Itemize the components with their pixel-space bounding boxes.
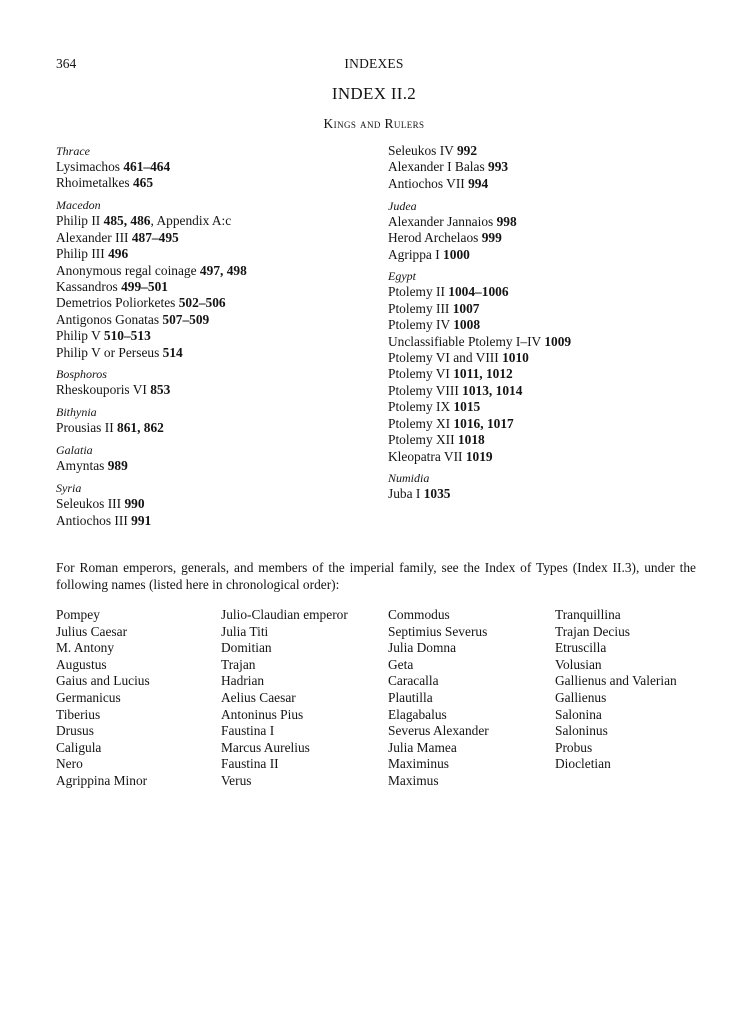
roman-note: For Roman emperors, generals, and members of the imperial family, see the Index of Types (Index II.3), under the following names (listed here in chronological order): bbox=[56, 560, 696, 592]
ruler-name: Seleukos IV bbox=[388, 143, 457, 158]
region-heading: Bosphoros bbox=[56, 367, 107, 382]
ruler-name: Demetrios Poliorketes bbox=[56, 295, 179, 311]
index-entry bbox=[56, 295, 376, 311]
roman-names-column bbox=[56, 607, 226, 790]
ruler-name: Philip V bbox=[56, 328, 104, 344]
roman-name: M. Antony bbox=[56, 640, 115, 656]
index-entry bbox=[56, 159, 376, 175]
catalogue-refs: 1011, 1012 bbox=[453, 366, 513, 382]
index-entry bbox=[388, 143, 708, 159]
catalogue-refs: 993 bbox=[488, 159, 509, 175]
index-group bbox=[388, 198, 708, 263]
catalogue-refs: 990 bbox=[124, 496, 145, 512]
ruler-name: Amyntas bbox=[56, 458, 108, 474]
roman-name: Gaius and Lucius bbox=[56, 673, 150, 689]
catalogue-refs: 465 bbox=[132, 175, 154, 191]
roman-names-column bbox=[221, 607, 391, 790]
index-group bbox=[56, 197, 376, 361]
roman-name: Pompey bbox=[56, 607, 100, 622]
roman-name: Antoninus Pius bbox=[221, 706, 304, 722]
ruler-name: Antigonos Gonatas bbox=[56, 311, 163, 327]
roman-name: Maximus bbox=[388, 772, 439, 788]
ruler-name: Seleukos III bbox=[56, 496, 125, 512]
roman-name: Trajan bbox=[221, 656, 256, 672]
roman-name: Julius Caesar bbox=[56, 623, 128, 639]
ruler-name: Alexander I Balas bbox=[388, 159, 489, 175]
index-entry bbox=[56, 420, 376, 436]
roman-name: Julio-Claudian emperor bbox=[221, 607, 348, 622]
region-heading: Thrace bbox=[56, 144, 90, 158]
ruler-name: Alexander Jannaios bbox=[388, 213, 497, 229]
roman-name: Germanicus bbox=[56, 689, 121, 705]
roman-name: Commodus bbox=[388, 607, 450, 622]
catalogue-refs: 1015 bbox=[453, 399, 481, 415]
ruler-name: Ptolemy XI bbox=[388, 415, 454, 431]
catalogue-refs: 992 bbox=[456, 143, 478, 158]
ruler-name: Alexander III bbox=[56, 229, 132, 245]
index-entry bbox=[56, 382, 376, 398]
roman-name: Gallienus and Valerian bbox=[555, 673, 677, 689]
catalogue-refs: 853 bbox=[150, 382, 171, 398]
catalogue-refs: 461–464 bbox=[123, 159, 171, 174]
index-entry bbox=[388, 366, 708, 382]
catalogue-refs: 487–495 bbox=[131, 229, 179, 245]
left-index-column bbox=[56, 143, 376, 535]
ruler-name: Ptolemy VIII bbox=[388, 382, 463, 398]
roman-name: Domitian bbox=[221, 640, 272, 656]
roman-name: Aelius Caesar bbox=[221, 689, 296, 705]
index-entry bbox=[56, 279, 376, 295]
index-entry bbox=[56, 246, 376, 262]
roman-name: Volusian bbox=[555, 656, 602, 672]
index-group bbox=[56, 366, 376, 398]
catalogue-refs: 1000 bbox=[443, 246, 470, 262]
index-entry bbox=[388, 449, 708, 465]
ruler-name: Agrippa I bbox=[388, 246, 444, 262]
roman-name: Hadrian bbox=[221, 673, 265, 689]
ruler-name: Juba I bbox=[388, 486, 424, 502]
index-entry bbox=[56, 328, 376, 344]
roman-name: Geta bbox=[388, 656, 414, 672]
ruler-name: Ptolemy IX bbox=[388, 399, 454, 415]
catalogue-refs: 1016, 1017 bbox=[453, 415, 514, 431]
catalogue-refs: 1013, 1014 bbox=[462, 382, 523, 398]
ruler-name: Antiochos III bbox=[56, 512, 132, 528]
catalogue-refs: 861, 862 bbox=[117, 420, 164, 436]
catalogue-refs: 1010 bbox=[502, 350, 529, 366]
section-title: Kings and Rulers bbox=[323, 116, 425, 131]
catalogue-refs: 514 bbox=[162, 344, 183, 360]
roman-name: Elagabalus bbox=[388, 706, 447, 722]
region-heading: Syria bbox=[56, 481, 82, 496]
index-group bbox=[56, 480, 376, 529]
roman-name: Salonina bbox=[555, 706, 602, 722]
index-entry bbox=[388, 486, 708, 502]
catalogue-refs: 1004–1006 bbox=[448, 284, 509, 300]
index-entry bbox=[56, 312, 376, 328]
index-entry bbox=[388, 317, 708, 333]
roman-name: Plautilla bbox=[388, 689, 433, 705]
index-title: INDEX II.2 bbox=[331, 84, 417, 103]
index-entry bbox=[56, 458, 376, 474]
roman-names-column bbox=[555, 607, 725, 773]
ruler-name: Kassandros bbox=[56, 278, 122, 294]
ruler-name: Unclassifiable Ptolemy I–IV bbox=[388, 333, 545, 349]
catalogue-refs: 1008 bbox=[453, 317, 481, 333]
region-heading: Numidia bbox=[388, 471, 430, 486]
roman-name: Tranquillina bbox=[555, 607, 621, 622]
appendix-ref: , Appendix A:c bbox=[150, 213, 232, 229]
ruler-name: Philip III bbox=[56, 246, 109, 262]
catalogue-refs: 507–509 bbox=[162, 311, 210, 327]
roman-name: Septimius Severus bbox=[388, 623, 488, 639]
index-entry bbox=[388, 159, 708, 175]
roman-name: Marcus Aurelius bbox=[221, 739, 310, 755]
index-entry bbox=[388, 334, 708, 350]
roman-name: Diocletian bbox=[555, 756, 611, 772]
catalogue-refs: 485, 486 bbox=[103, 213, 151, 229]
region-heading: Egypt bbox=[388, 269, 416, 284]
index-entry bbox=[388, 399, 708, 415]
roman-name: Faustina I bbox=[221, 723, 275, 739]
right-index-column bbox=[388, 143, 708, 508]
ruler-name: Antiochos VII bbox=[388, 175, 469, 191]
roman-name: Augustus bbox=[56, 656, 107, 672]
index-entry bbox=[388, 230, 708, 246]
ruler-name: Philip II bbox=[56, 213, 104, 229]
index-entry bbox=[388, 284, 708, 300]
roman-name: Julia Mamea bbox=[388, 739, 457, 755]
index-group bbox=[56, 404, 376, 436]
index-group bbox=[388, 470, 708, 502]
roman-name: Etruscilla bbox=[555, 640, 607, 656]
catalogue-refs: 1019 bbox=[465, 448, 493, 464]
roman-name: Caligula bbox=[56, 739, 102, 755]
ruler-name: Anonymous regal coinage bbox=[56, 262, 200, 278]
catalogue-refs: 499–501 bbox=[121, 278, 168, 294]
ruler-name: Lysimachos bbox=[56, 159, 124, 174]
index-entry bbox=[388, 383, 708, 399]
catalogue-refs: 1035 bbox=[423, 486, 451, 502]
roman-name: Verus bbox=[221, 772, 252, 788]
ruler-name: Rheskouporis VI bbox=[56, 382, 151, 398]
page-number: 364 bbox=[56, 56, 77, 71]
roman-name: Julia Domna bbox=[388, 640, 457, 656]
index-group bbox=[388, 268, 708, 464]
index-entry bbox=[388, 432, 708, 448]
ruler-name: Ptolemy II bbox=[388, 284, 449, 300]
roman-name: Drusus bbox=[56, 723, 94, 739]
roman-name: Trajan Decius bbox=[555, 623, 631, 639]
region-heading: Galatia bbox=[56, 443, 93, 458]
ruler-name: Ptolemy XII bbox=[388, 432, 458, 448]
ruler-name: Ptolemy IV bbox=[388, 317, 454, 333]
index-entry bbox=[56, 230, 376, 246]
index-entry bbox=[388, 214, 708, 230]
ruler-name: Herod Archelaos bbox=[388, 230, 482, 246]
region-heading: Bithynia bbox=[56, 405, 97, 420]
index-group bbox=[56, 442, 376, 474]
roman-name: Tiberius bbox=[56, 706, 101, 722]
roman-name: Gallienus bbox=[555, 689, 607, 705]
roman-name: Maximinus bbox=[388, 756, 450, 772]
ruler-name: Philip V or Perseus bbox=[56, 344, 163, 360]
catalogue-refs: 510–513 bbox=[103, 328, 151, 344]
index-entry bbox=[56, 345, 376, 361]
ruler-name: Kleopatra VII bbox=[388, 448, 466, 464]
running-head: INDEXES bbox=[344, 56, 404, 71]
catalogue-refs: 994 bbox=[468, 175, 489, 191]
ruler-name: Rhoimetalkes bbox=[56, 175, 133, 191]
index-group bbox=[388, 143, 708, 192]
region-heading: Macedon bbox=[56, 198, 101, 213]
catalogue-refs: 1018 bbox=[457, 432, 485, 448]
catalogue-refs: 999 bbox=[481, 230, 502, 246]
index-entry bbox=[388, 301, 708, 317]
catalogue-refs: 991 bbox=[131, 512, 152, 528]
roman-name: Julia Titi bbox=[221, 623, 269, 639]
roman-name: Agrippina Minor bbox=[56, 772, 148, 788]
index-entry bbox=[56, 213, 376, 229]
index-entry bbox=[388, 350, 708, 366]
roman-name: Severus Alexander bbox=[388, 723, 489, 739]
catalogue-refs: 496 bbox=[108, 246, 129, 262]
ruler-name: Ptolemy III bbox=[388, 300, 453, 316]
roman-name: Probus bbox=[555, 739, 593, 755]
catalogue-refs: 1007 bbox=[452, 300, 480, 316]
catalogue-refs: 998 bbox=[496, 213, 517, 229]
index-entry bbox=[56, 496, 376, 512]
roman-name: Caracalla bbox=[388, 673, 439, 689]
index-group bbox=[56, 143, 376, 192]
index-entry bbox=[56, 263, 376, 279]
index-entry bbox=[56, 175, 376, 191]
ruler-name: Ptolemy VI bbox=[388, 366, 454, 382]
ruler-name: Prousias II bbox=[56, 420, 117, 436]
index-entry bbox=[388, 176, 708, 192]
catalogue-refs: 497, 498 bbox=[199, 262, 247, 278]
ruler-name: Ptolemy VI and VIII bbox=[388, 350, 503, 366]
roman-name: Nero bbox=[56, 756, 83, 772]
index-entry bbox=[388, 416, 708, 432]
catalogue-refs: 989 bbox=[107, 458, 128, 474]
index-entry bbox=[56, 513, 376, 529]
catalogue-refs: 1009 bbox=[544, 333, 572, 349]
region-heading: Judea bbox=[388, 198, 417, 213]
roman-name: Faustina II bbox=[221, 756, 279, 772]
roman-name: Saloninus bbox=[555, 723, 608, 739]
index-entry bbox=[388, 247, 708, 263]
catalogue-refs: 502–506 bbox=[178, 295, 226, 311]
roman-names-column bbox=[388, 607, 558, 790]
